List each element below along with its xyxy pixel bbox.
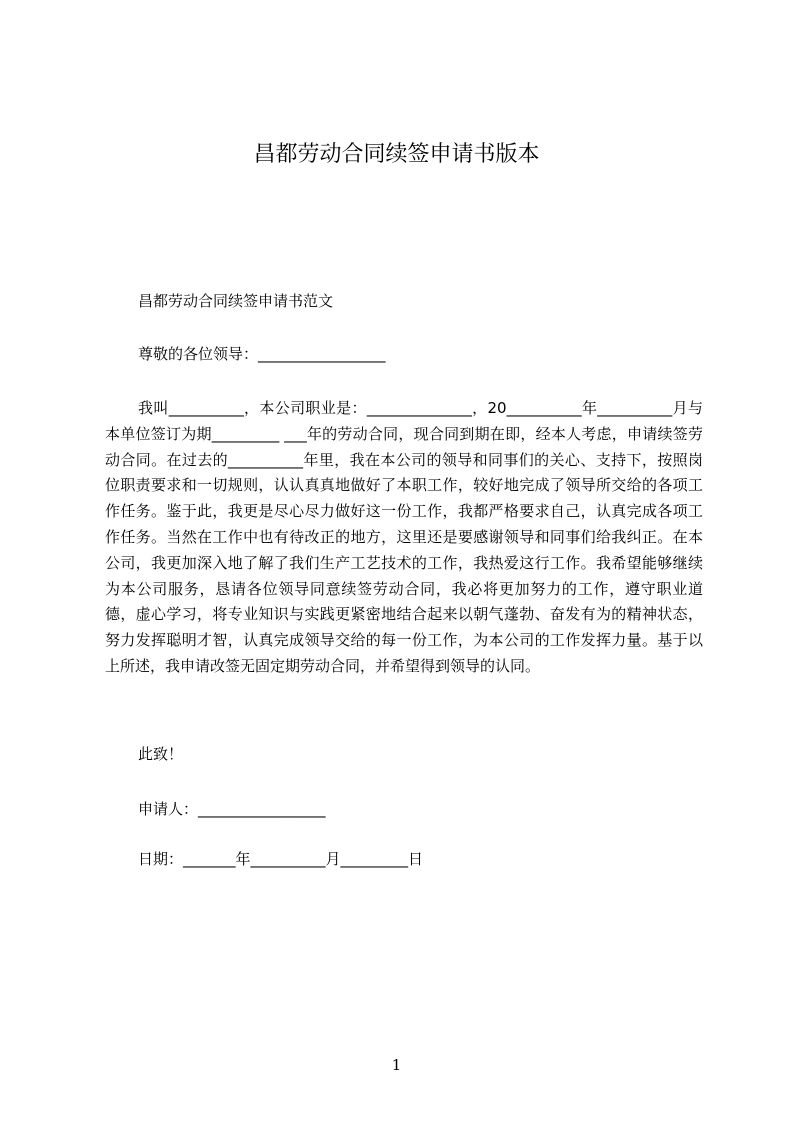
document-subtitle: 昌都劳动合同续签申请书范文 xyxy=(138,292,334,310)
date-line: 日期：_______年__________月_________日 xyxy=(138,850,424,868)
salutation: 尊敬的各位领导：_________________ xyxy=(138,345,386,363)
page-number: 1 xyxy=(391,1056,402,1074)
document-title: 昌都劳动合同续签申请书版本 xyxy=(253,142,540,167)
applicant-signature-line: 申请人：_________________ xyxy=(138,800,326,818)
closing: 此致！ xyxy=(138,745,184,763)
body-paragraph: 我叫__________，本公司职业是：______________，20__________年__________月与本单位签订为期_________ ___年的劳动合同，现合同到期在即，经本人考虑，申请续签劳动合同。在过去的__________年里，我在本公司的领导和同事们的关心、支持下，按照岗位职责要求和一切规则，认认真真地做好了本职工作，较好地完成了领导所交给的各项工作任务。鉴于此，我更是尽心尽力做好这一份工作，我都严格要求自己，认真完成各项工作任务。当然在工作中也有待改正的地方，这里还是要感谢领导和同事们给我纠正。在本公司，我更加深入地了解了我们生产工艺技术的工作，我热爱这行工作。我希望能够继续为本公司服务，恳请各位领导同意续签劳动合同，我必将更加努力的工作，遵守职业道德，虚心学习，将专业知识与实践更紧密地结合起来以朝气蓬勃、奋发有为的精神状态，努力发挥聪明才智，认真完成领导交给的每一份工作，为本公司的工作发挥力量。基于以上所述，我申请改签无固定期劳动合同，并希望得到领导的认同。 xyxy=(105,399,703,675)
